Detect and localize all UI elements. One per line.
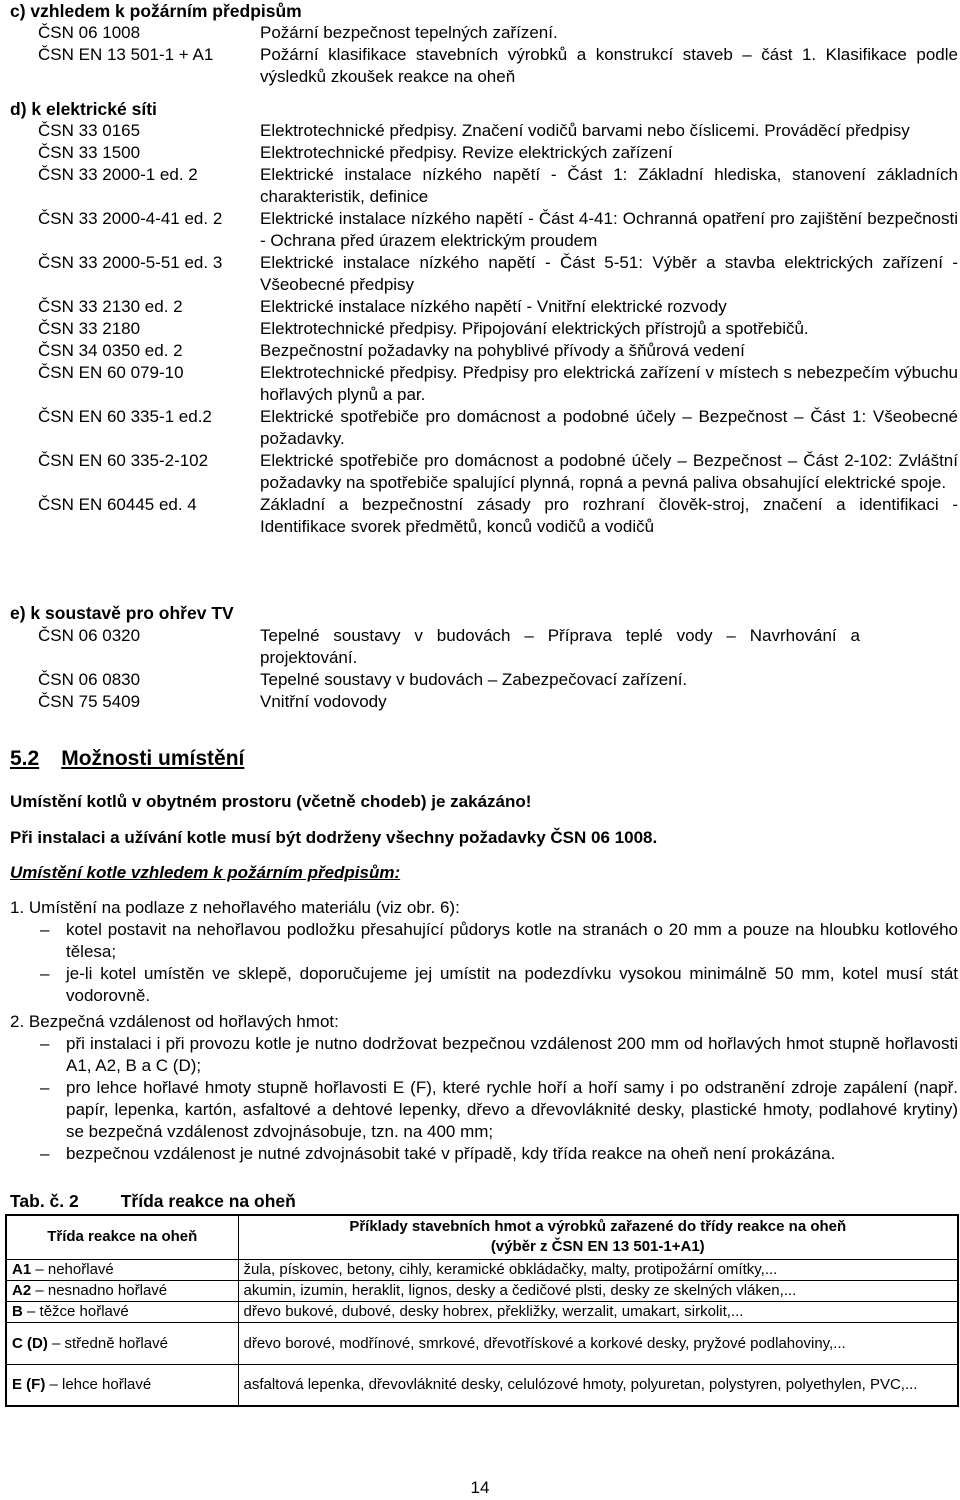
standard-row [0,362,960,406]
standard-row [0,44,960,88]
standard-code: ČSN 06 1008 [38,23,141,42]
standard-code: ČSN 33 0165 [38,121,141,140]
standard-code: ČSN 33 2130 ed. 2 [38,297,183,316]
table-row [6,1259,958,1280]
list-item [10,1077,958,1143]
fire-regulations-subheading: Umístění kotle vzhledem k požárním předpisům: [10,863,401,882]
class-name: – středně hořlavé [52,1334,168,1352]
standard-code: ČSN 33 2180 [38,319,141,338]
table-row [6,1364,958,1406]
standard-code: ČSN 33 2000-5-51 ed. 3 [38,253,223,272]
standard-row [0,625,960,669]
section-d-list [0,120,960,538]
table-header-class: Třída reakce na oheň [6,1215,238,1259]
class-code: A2 [12,1282,32,1299]
standard-description: Požární bezpečnost tepelných zařízení. [260,23,558,42]
standard-row [0,340,960,362]
standard-code: ČSN EN 60445 ed. 4 [38,495,197,514]
examples-cell: akumin, izumin, heraklit, lignos, desky a čedičové plsti, desky ze skelných vláken,... [238,1280,958,1301]
section-heading [10,746,244,772]
standard-row [0,406,960,450]
standard-description: Bezpečnostní požadavky na pohyblivé přívody a šňůrová vedení [260,341,745,360]
standard-code: ČSN 75 5409 [38,692,141,711]
section-d-heading: d) k elektrické síti [10,99,157,119]
dash-bullet: – [40,1034,50,1053]
standard-description: Tepelné soustavy v budovách – Příprava teplé vody – Navrhování a projektování. [260,626,860,667]
requirement-note: Při instalaci a užívání kotle musí být dodrženy všechny požadavky ČSN 06 1008. [10,828,658,847]
standard-row [0,296,960,318]
examples-cell: žula, pískovec, betony, cihly, keramické obkládačky, malty, protipožární omítky,... [238,1259,958,1280]
standard-row [0,252,960,296]
section-e-list [0,625,960,713]
standard-description: Elektrické instalace nízkého napětí - Vnitřní elektrické rozvody [260,297,727,316]
standard-description: Základní a bezpečnostní zásady pro rozhraní člověk-stroj, značení a identifikaci - Identifikace svorek předmětů, konců vodičů a vodičů [260,495,958,536]
standard-description: Elektrické spotřebiče pro domácnost a podobné účely – Bezpečnost – Část 1: Všeobecné požadavky. [260,407,958,448]
class-name: – lehce hořlavé [49,1376,152,1394]
table-title: Třída reakce na oheň [120,1191,296,1211]
section-number: 5.2 [10,747,40,770]
standard-description: Elektrické spotřebiče pro domácnost a podobné účely – Bezpečnost – Část 2-102: Zvláštní požadavky na spotřebiče spalující plynná, ropná a pevná paliva obsahující elektrické spoje. [260,451,958,492]
standard-code: ČSN EN 13 501-1 + A1 [38,45,214,64]
standard-code: ČSN 33 2000-4-41 ed. 2 [38,209,223,228]
point-1-list [10,919,958,1007]
examples-cell: dřevo bukové, dubové, desky hobrex, překližky, werzalit, umakart, sirkolit,... [238,1301,958,1322]
standard-description: Vnitřní vodovody [260,692,387,711]
list-item-text: je-li kotel umístěn ve sklepě, doporučujeme jej umístit na podezdívku vysokou minimálně 50 mm, kotel musí stát vodorovně. [66,964,958,1005]
standard-row [0,669,960,691]
standard-row [0,22,960,44]
section-e-heading: e) k soustavě pro ohřev TV [10,603,234,623]
section-c-heading: c) vzhledem k požárním předpisům [10,1,302,21]
dash-bullet: – [40,1078,50,1097]
page-number: 14 [470,1478,490,1497]
dash-bullet: – [40,1144,50,1163]
section-c-list [0,22,960,88]
examples-cell: dřevo borové, modřínové, smrkové, dřevotřískové a korkové desky, pryžové podlahoviny,... [238,1322,958,1364]
standard-code: ČSN 06 0320 [38,626,141,645]
table-header-examples-line1: Příklady stavebních hmot a výrobků zařazené do třídy reakce na oheň [349,1218,847,1236]
standard-description: Tepelné soustavy v budovách – Zabezpečovací zařízení. [260,670,688,689]
standard-row [0,318,960,340]
standard-description: Elektrické instalace nízkého napětí - Část 4-41: Ochranná opatření pro zajištění bezpečnosti - Ochrana před úrazem elektrickým proudem [260,209,958,250]
class-cell [6,1364,238,1406]
standard-code: ČSN 33 1500 [38,143,141,162]
list-item [10,1033,958,1077]
point-2: 2. Bezpečná vzdálenost od hořlavých hmot: [10,1012,339,1031]
standard-code: ČSN 33 2000-1 ed. 2 [38,165,198,184]
list-item [10,1143,958,1165]
section-title: Možnosti umístění [61,747,245,770]
table-header-row [6,1215,958,1259]
standard-code: ČSN EN 60 079-10 [38,363,184,382]
class-cell [6,1280,238,1301]
standard-row [0,691,960,713]
list-item-text: bezpečnou vzdálenost je nutné zdvojnásobit také v případě, kdy třída reakce na oheň není prokázána. [66,1144,836,1163]
list-item [10,919,958,963]
standard-row [0,164,960,208]
class-code: A1 [12,1261,32,1278]
standard-row [0,450,960,494]
standard-row [0,494,960,538]
standard-description: Elektrotechnické předpisy. Značení vodičů barvami nebo číslicemi. Prováděcí předpisy [260,121,910,140]
list-item-text: při instalaci i při provozu kotle je nutno dodržovat bezpečnou vzdálenost 200 mm od hořlavých hmot stupně hořlavosti A1, A2, B a C (D); [66,1034,958,1075]
fire-reaction-table [5,1214,959,1407]
table-row [6,1280,958,1301]
class-code: C (D) [12,1334,48,1352]
dash-bullet: – [40,920,50,939]
prohibition-warning: Umístění kotlů v obytném prostoru (včetně chodeb) je zakázáno! [10,792,532,811]
class-cell [6,1259,238,1280]
class-cell [6,1322,238,1364]
list-item-text: kotel postavit na nehořlavou podložku přesahující půdorys kotle na stranách o 20 mm a pouze na hloubku kotlového tělesa; [66,920,958,961]
point-2-list [10,1033,958,1165]
standard-code: ČSN 34 0350 ed. 2 [38,341,183,360]
list-item [10,963,958,1007]
class-name: – nehořlavé [35,1261,114,1278]
standard-description: Elektrotechnické předpisy. Předpisy pro elektrická zařízení v místech s nebezpečím výbuchu hořlavých plynů a par. [260,363,958,404]
class-code: B [12,1303,23,1320]
dash-bullet: – [40,964,50,983]
list-item-text: pro lehce hořlavé hmoty stupně hořlavosti E (F), které rychle hoří a hoří samy i po odstranění zdroje zapálení (např. papír, lepenka, kartón, asfaltové a dehtové lepenky, dřevo a dřevovláknité desky, plastické hmoty, podlahové krytiny) se bezpečná vzdálenost zdvojnásobuje, tzn. na 400 mm; [66,1078,958,1141]
standard-row [0,142,960,164]
standard-code: ČSN EN 60 335-2-102 [38,451,209,470]
examples-cell: asfaltová lepenka, dřevovláknité desky, celulózové hmoty, polyuretan, polystyren, polyethylen, PVC,... [238,1364,958,1406]
class-code: E (F) [12,1376,46,1394]
table-caption [10,1190,296,1212]
table-number: Tab. č. 2 [10,1191,79,1211]
standard-row [0,120,960,142]
standard-description: Elektrotechnické předpisy. Připojování elektrických přístrojů a spotřebičů. [260,319,809,338]
class-cell [6,1301,238,1322]
standard-description: Elektrické instalace nízkého napětí - Část 5-51: Výběr a stavba elektrických zařízení - Všeobecné předpisy [260,253,958,294]
standard-description: Požární klasifikace stavebních výrobků a konstrukcí staveb – část 1. Klasifikace podle výsledků zkoušek reakce na oheň [260,45,958,86]
table-header-examples-line2: (výběr z ČSN EN 13 501-1+A1) [490,1238,705,1256]
point-1: 1. Umístění na podlaze z nehořlavého materiálu (viz obr. 6): [10,898,460,917]
standard-row [0,208,960,252]
standard-description: Elektrické instalace nízkého napětí - Část 1: Základní hlediska, stanovení základních charakteristik, definice [260,165,958,206]
class-name: – těžce hořlavé [27,1303,129,1320]
standard-code: ČSN EN 60 335-1 ed.2 [38,407,212,426]
standard-description: Elektrotechnické předpisy. Revize elektrických zařízení [260,143,673,162]
standard-code: ČSN 06 0830 [38,670,141,689]
table-header-examples [238,1215,958,1259]
table-row [6,1322,958,1364]
class-name: – nesnadno hořlavé [35,1282,168,1299]
table-row [6,1301,958,1322]
